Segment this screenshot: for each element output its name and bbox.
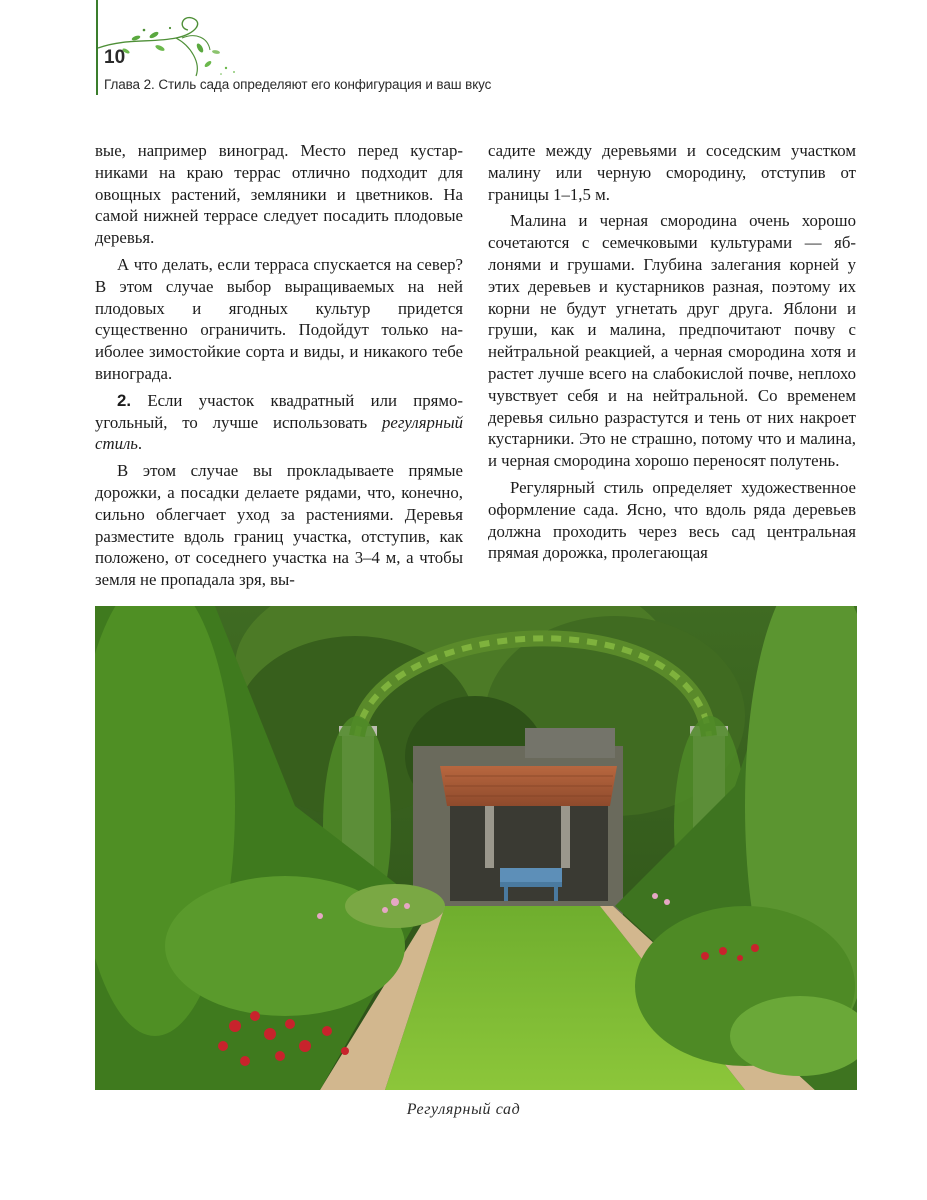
paragraph: В этом случае вы прокладываете прямые дорожки, а посадки делаете рядами, что, конечно, сильно облегчает уход за растениями. Деревья разместите вдоль границ участка, отступив, как положено, от соседнего участка на 3–4 м, а чтобы земля не пропадала зря, вы- bbox=[95, 461, 463, 590]
text-column-left bbox=[95, 140, 463, 596]
chapter-title: Глава 2. Стиль сада определяют его конфигурация и ваш вкус bbox=[104, 77, 492, 92]
paragraph-numbered bbox=[95, 390, 463, 455]
paragraph: садите между деревьями и соседским участком малину или черную смородину, отступив от границы 1–1,5 м. bbox=[488, 141, 856, 204]
figure-caption: Регулярный сад bbox=[406, 1101, 521, 1118]
paragraph-end: . bbox=[137, 434, 143, 454]
text-column-right bbox=[488, 140, 856, 569]
garden-photo bbox=[95, 606, 857, 1090]
list-number: 2. bbox=[117, 390, 131, 410]
paragraph: вые, например виноград. Место перед кустарниками на краю террас отлично подходит для овощных растений, земляники и цветников. На самой нижней террасе следует посадить плодовые деревья. bbox=[95, 141, 463, 248]
paragraph: Регулярный стиль определяет художественное оформление сада. Ясно, что вдоль ряда деревьев должна проходить через весь сад центральная прямая дорожка, пролегающая bbox=[488, 477, 856, 563]
page-number: 10 bbox=[104, 47, 126, 68]
paragraph: А что делать, если терраса спускается на север? В этом случае выбор выращиваемых на ней плодовых и ягодных культур придется существенно ограничить. Подойдут только наиболее зимостойкие сорта и виды, и никакого тебе винограда. bbox=[95, 254, 463, 383]
paragraph-text: Если участок квадратный или прямоугольный, то лучше использовать bbox=[95, 390, 463, 432]
vine-ornament-icon bbox=[96, 8, 256, 80]
paragraph: Малина и черная смородина очень хорошо сочетаются с семечковыми культурами — яблонями и грушами. Глубина залегания корней у этих деревьев и кустарников разная, поэтому их корни не будут угнетать друг друга. Яблони и груши, как и малина, предпочитают почву с нейтральной реакцией, а черная смородина хотя и растет лучше всего на слабокислой почве, неплохо чувствует себя и на нейтральной. Со временем деревья сильно разрастутся и тень от них накроет кустарники. Это не страшно, потому что и малина, и черная смородина хорошо переносят полутень. bbox=[488, 211, 856, 471]
emphasis-term: регулярный стиль bbox=[95, 412, 463, 454]
